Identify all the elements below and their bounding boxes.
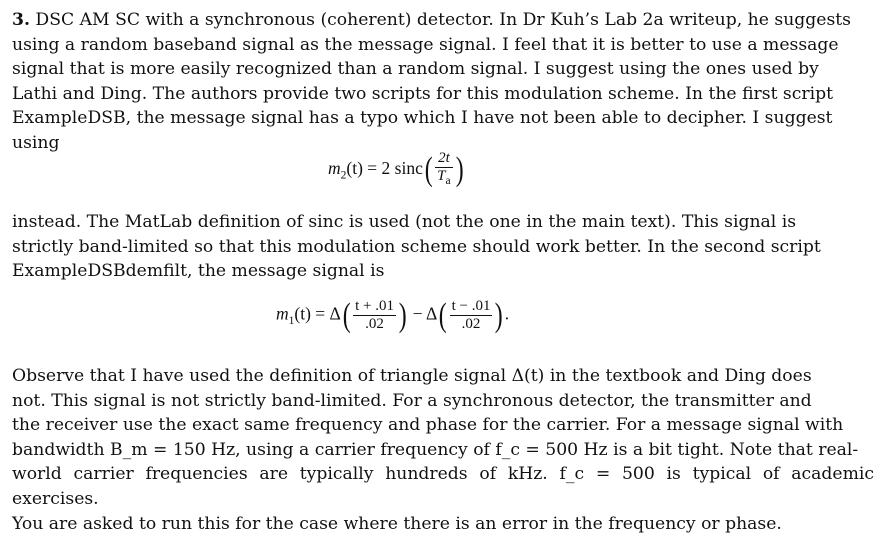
text-line: You are asked to run this for the case where there is an error in the frequency or phase.	[12, 513, 782, 534]
equation-m1: $m_1(t) = \Delta$( $\frac{t + .01}{.02}$ ) − Δ( $\frac{t - .01}{.02}$ ).	[276, 296, 510, 334]
text-line: bandwidth B_m = 150 Hz, using a carrier frequency of f_c = 500 Hz is a bit tight. Note that real-	[12, 439, 859, 460]
text-line: ExampleDSBdemfilt, the message signal is	[12, 261, 385, 282]
equation-m2: $m_2(t) = 2$ sinc( $\frac{2t}{T_a}$ )	[328, 150, 464, 188]
fraction: $\frac{2t}{T_a}$	[437, 150, 451, 187]
text-line: instead. The MatLab definition of sinc is used (not the one in the main text). This signal is	[12, 212, 797, 232]
text-line: using	[12, 132, 60, 153]
text-line: not. This signal is not strictly band-limited. For a synchronous detector, the transmitter and	[12, 390, 812, 411]
fraction: $\frac{t - .01}{.02}$	[451, 298, 491, 332]
text-line: signal that is more easily recognized than a random signal. I suggest using the ones used by	[12, 59, 819, 80]
text-line: Lathi and Ding. The authors provide two scripts for this modulation scheme. In the first script	[12, 83, 834, 104]
text-line: strictly band-limited so that this modulation scheme should work better. In the second script	[12, 236, 821, 257]
text-line: 3. DSC AM SC with a synchronous (coherent) detector. In Dr Kuh’s Lab 2a writeup, he suggests	[12, 10, 852, 30]
text-line: Observe that I have used the definition of triangle signal Δ(t) in the textbook and Ding does	[12, 366, 812, 386]
intro-paragraph	[12, 8, 874, 156]
text-line: using a random baseband signal as the message signal. I feel that it is better to use a message	[12, 34, 839, 55]
text-line: ExampleDSB, the message signal has a typo which I have not been able to decipher. I suggest	[12, 108, 833, 129]
text-line: world carrier frequencies are typically hundreds of kHz. f_c = 500 is typical of academic exercises.	[12, 464, 874, 509]
problem-number: 3.	[12, 10, 30, 30]
text-line: the receiver use the exact same frequency and phase for the carrier. For a message signal with	[12, 415, 844, 436]
middle-paragraph	[12, 210, 874, 284]
final-paragraph	[12, 364, 874, 536]
fraction: $\frac{t + .01}{.02}$	[355, 298, 394, 332]
